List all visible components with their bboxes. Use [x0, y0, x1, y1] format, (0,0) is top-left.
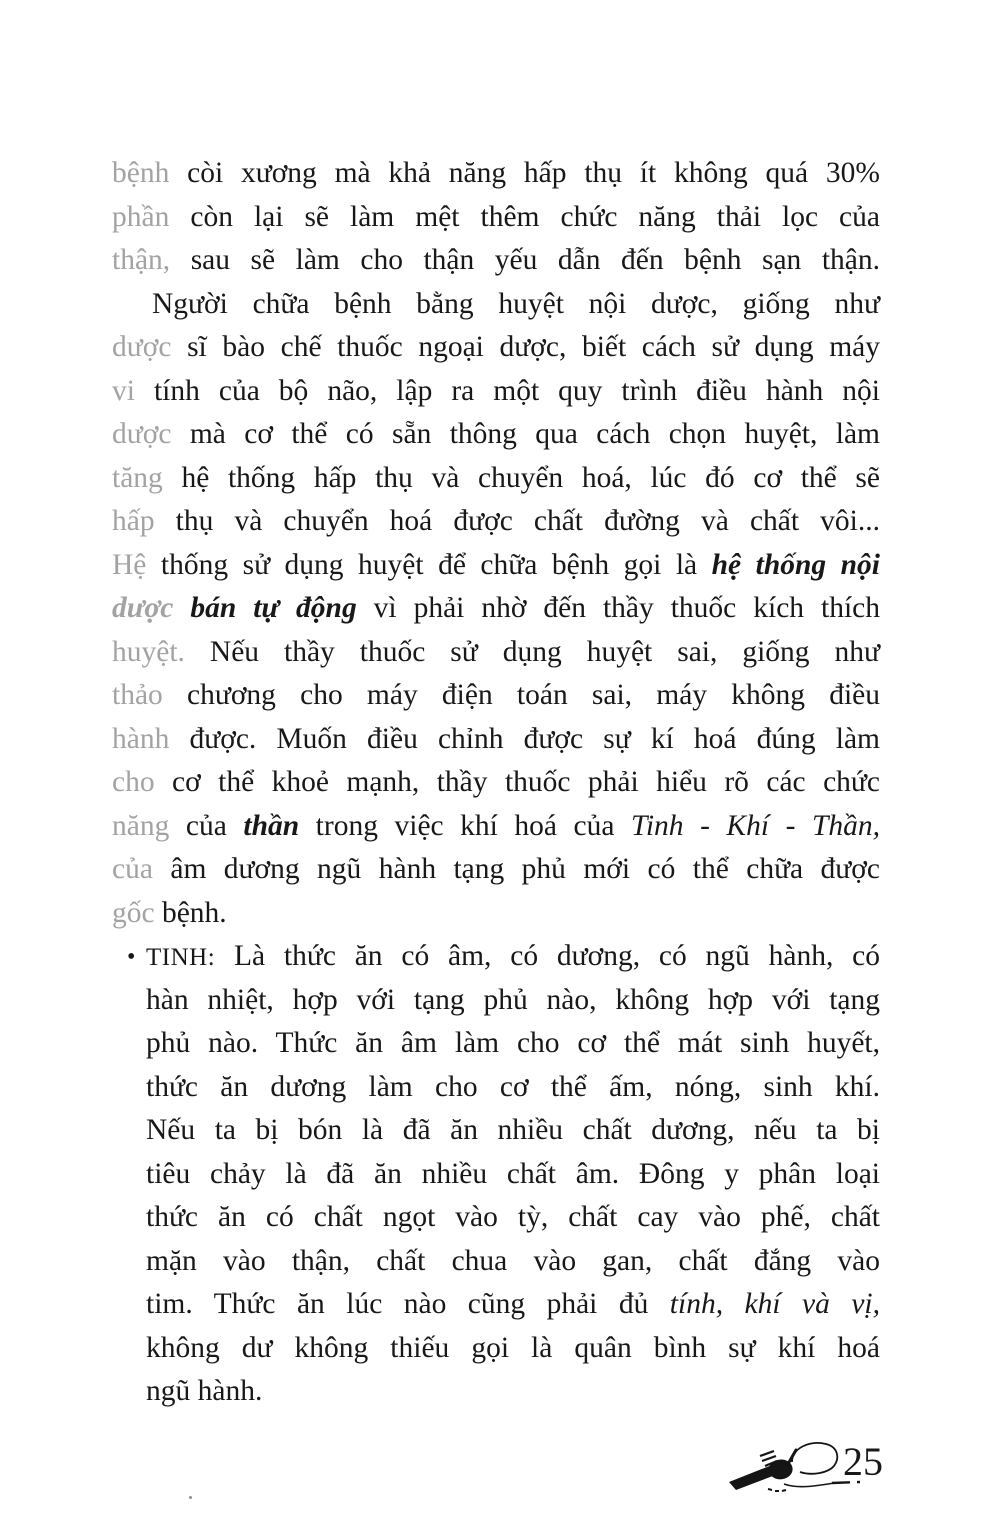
text-line — [112, 1196, 880, 1240]
text-segment: Nếu ta bị bón là đã ăn nhiều chất dương, nếu ta bị — [146, 1114, 880, 1146]
text-segment: tính, khí và vị, — [669, 1288, 880, 1320]
text-line — [112, 457, 880, 501]
text-segment: huyệt. — [112, 635, 185, 668]
text-segment: thần — [243, 809, 300, 842]
text-segment: của — [112, 853, 153, 885]
text-segment: gốc — [112, 896, 155, 929]
text-segment: phần — [112, 200, 170, 233]
text-segment: TINH: — [146, 944, 216, 971]
text-line — [112, 544, 880, 588]
text-segment: sĩ bào chế thuốc ngoại dược, biết cách sử dụng máy — [171, 331, 880, 363]
text-segment: tiêu chảy là đã ăn nhiều chất âm. Đông y phân loại — [146, 1157, 880, 1190]
text-line — [112, 979, 880, 1023]
text-segment: của — [169, 809, 244, 842]
text-segment: cho — [112, 766, 155, 798]
text-segment: tăng — [112, 461, 163, 494]
text-segment: Tinh - Khí - Thần, — [631, 809, 881, 842]
text-line — [112, 500, 880, 544]
text-line — [112, 1066, 880, 1110]
text-segment: bán tự động — [173, 592, 357, 624]
text-block — [112, 152, 880, 1414]
text-segment: phủ nào. Thức ăn âm làm cho cơ thể mát sinh huyết, — [146, 1027, 880, 1059]
text-segment: âm dương ngũ hành tạng phủ mới có thể chữa được — [152, 853, 880, 885]
text-line — [112, 805, 880, 849]
text-segment: thống sử dụng huyệt để chữa bệnh gọi là — [146, 548, 712, 581]
text-segment: cơ thể khoẻ mạnh, thầy thuốc phải hiểu rõ các chức — [154, 766, 880, 798]
bullet-icon: • — [127, 944, 136, 970]
text-segment: vì phải nhờ đến thầy thuốc kích thích — [356, 592, 880, 624]
text-segment: chương cho máy điện toán sai, máy không điều — [162, 679, 880, 711]
text-line — [112, 370, 880, 414]
text-line — [112, 1153, 880, 1197]
text-segment: thảo — [112, 679, 163, 711]
text-segment: hành — [112, 722, 170, 755]
text-segment: dược — [112, 418, 172, 450]
text-line — [112, 413, 880, 457]
text-line — [112, 935, 880, 979]
text-segment: thụ và chuyển hoá được chất đường và chất vôi... — [154, 505, 880, 537]
text-segment: ngũ hành. — [146, 1375, 263, 1407]
text-segment: không dư không thiếu gọi là quân bình sự khí hoá — [146, 1331, 880, 1364]
text-segment: còi xương mà khả năng hấp thụ ít không quá 30% — [169, 157, 880, 189]
text-segment: thức ăn dương làm cho cơ thể ấm, nóng, sinh khí. — [146, 1070, 880, 1103]
text-segment: bệnh. — [154, 896, 227, 929]
text-line — [112, 848, 880, 892]
text-segment: Là thức ăn có âm, có dương, có ngũ hành, có — [215, 940, 880, 972]
text-segment: tính của bộ não, lập ra một quy trình điều hành nội — [134, 374, 880, 407]
text-line — [112, 1370, 880, 1414]
text-line — [112, 1109, 880, 1153]
text-segment: Hệ — [112, 548, 147, 581]
text-segment: còn lại sẽ làm mệt thêm chức năng thải lọc của — [169, 200, 880, 233]
page-footer — [0, 1432, 1000, 1502]
text-line — [112, 892, 880, 936]
text-segment: sau sẽ làm cho thận yếu dẫn đến bệnh sạn thận. — [170, 244, 880, 276]
text-line — [112, 761, 880, 805]
text-segment: hàn nhiệt, hợp với tạng phủ nào, không hợp với tạng — [146, 983, 880, 1016]
text-segment: Người chữa bệnh bằng huyệt nội dược, giống như — [152, 287, 880, 320]
text-segment: tim. Thức ăn lúc nào cũng phải đủ — [146, 1288, 670, 1320]
text-segment: trong việc khí hoá của — [299, 809, 632, 842]
text-line — [112, 239, 880, 283]
text-segment: dược — [112, 592, 174, 624]
text-segment: được. Muốn điều chỉnh được sự kí hoá đúng làm — [169, 722, 880, 755]
text-segment: dược — [112, 331, 172, 363]
scan-speck — [189, 1496, 192, 1499]
text-line — [112, 1240, 880, 1284]
text-segment: vi — [112, 374, 135, 407]
text-segment: thức ăn có chất ngọt vào tỳ, chất cay vào phế, chất — [146, 1201, 880, 1233]
text-segment: mặn vào thận, chất chua vào gan, chất đắng vào — [146, 1244, 880, 1277]
text-line — [112, 674, 880, 718]
text-line — [112, 326, 880, 370]
text-line — [112, 152, 880, 196]
bird-sketch-icon — [726, 1438, 860, 1498]
text-segment: Nếu thầy thuốc sử dụng huyệt sai, giống như — [184, 635, 880, 668]
text-segment: hệ thống hấp thụ và chuyển hoá, lúc đó cơ thể sẽ — [162, 461, 880, 494]
text-line — [112, 283, 880, 327]
text-segment: mà cơ thể có sẵn thông qua cách chọn huyệt, làm — [171, 418, 880, 450]
text-segment: hấp — [112, 505, 155, 537]
text-segment: thận, — [112, 244, 171, 276]
text-segment: bệnh — [112, 157, 170, 189]
text-line — [112, 196, 880, 240]
text-line — [112, 718, 880, 762]
text-line — [112, 631, 880, 675]
text-segment: hệ thống nội — [711, 548, 880, 581]
text-line — [112, 587, 880, 631]
page-number: 25 — [843, 1439, 883, 1484]
text-line — [112, 1283, 880, 1327]
text-line — [112, 1022, 880, 1066]
text-segment: năng — [112, 809, 170, 842]
text-line — [112, 1327, 880, 1371]
